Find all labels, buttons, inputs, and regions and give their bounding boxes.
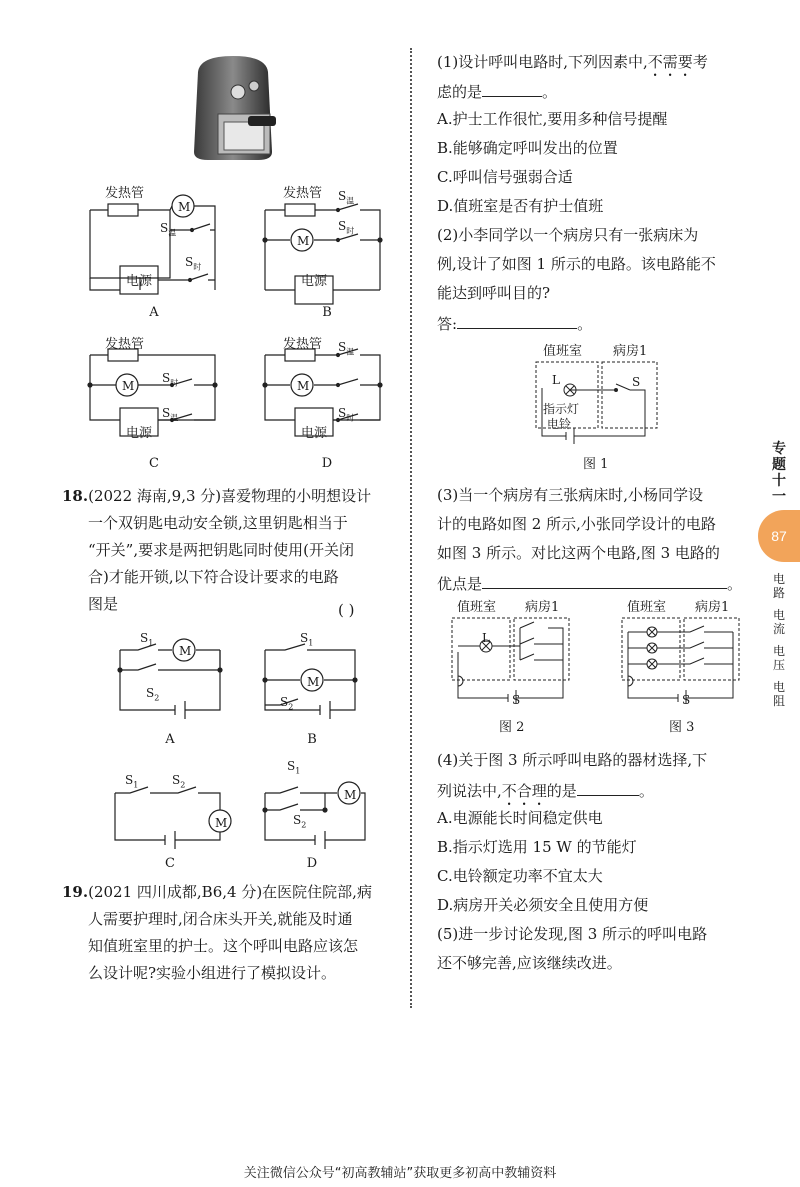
figure-2-ward: 病房1	[525, 600, 560, 615]
motor-label: M	[178, 200, 191, 214]
motor-label: M	[297, 379, 310, 393]
lock-option-a	[118, 639, 222, 719]
switch-label: $S_温$	[162, 406, 179, 423]
q19-part2-answer: 答: 。	[437, 312, 592, 334]
q19-part1-line2: 虑的是 。	[437, 80, 557, 102]
motor-label: M	[344, 788, 357, 802]
figure-2-lamp: L	[482, 631, 490, 645]
figure-1-caption: 图 1	[583, 457, 609, 472]
q19-line-3: 知值班室里的护士。这个呼叫电路应该怎	[88, 937, 359, 955]
topic-voltage: 电压	[772, 644, 785, 672]
q19-part4-option-b: B.指示灯选用 15 W 的节能灯	[437, 838, 637, 856]
q18-line-3: “开关”,要求是两把钥匙同时使用(开关闭	[88, 541, 354, 559]
figure-2-switch: S	[512, 693, 521, 707]
label-heating-tube-d: 发热管	[283, 337, 323, 352]
figure-1-duty-room: 值班室	[543, 344, 583, 359]
switch-label: $S_温$	[160, 221, 177, 238]
q19-line-1	[62, 882, 372, 902]
power-label: 电源	[301, 426, 328, 441]
q19-part2-line2: 例,设计了如图 1 所示的电路。该电路能不	[437, 255, 716, 273]
q19-part4-line1: (4)关于图 3 所示呼叫电路的器材选择,下	[437, 751, 708, 769]
q18-line-4: 合)才能开锁,以下符合设计要求的电路	[88, 568, 339, 586]
circuit-option-d	[263, 349, 382, 436]
q19-part4-option-c: C.电铃额定功率不宜太大	[437, 867, 603, 885]
topic-circuit: 电路	[772, 572, 785, 600]
motor-label: M	[215, 816, 228, 830]
emphasis-not-needed: 不需要	[647, 53, 693, 71]
topic-resistance: 电阻	[772, 680, 785, 708]
switch-label: $S_时$	[338, 406, 355, 423]
option-letter-c: C	[149, 456, 159, 471]
switch-label: $S_时$	[338, 219, 355, 236]
option-letter-a: A	[149, 305, 159, 320]
q19-source: (2021 四川成都,B6,4 分)	[88, 883, 263, 901]
figure-1-switch: S	[632, 375, 641, 389]
q19-part3-line1: (3)当一个病房有三张病床时,小杨同学设	[437, 486, 704, 504]
q19-part3-line4: 优点是 。	[437, 572, 742, 594]
q18-source: (2022 海南,9,3 分)	[88, 487, 222, 505]
option-letter-d: D	[321, 456, 333, 471]
topic-title: 专题十一	[772, 440, 786, 504]
figure-2-duty-room: 值班室	[457, 600, 497, 615]
label-heating-tube-c: 发热管	[105, 337, 145, 352]
lock-letter-a: A	[165, 732, 175, 747]
lock-letter-d: D	[306, 856, 318, 871]
switch-label: $S_1$	[300, 631, 314, 648]
label-heating-tube-a: 发热管	[105, 186, 145, 201]
topic-current: 电流	[772, 608, 785, 636]
q19-part2-line3: 能达到呼叫目的?	[437, 284, 551, 302]
figure-3-duty-room: 值班室	[627, 600, 667, 615]
switch-label: $S_时$	[162, 371, 179, 388]
q19-line-4: 么设计呢?实验小组进行了模拟设计。	[88, 964, 337, 982]
switch-label: $S_温$	[338, 340, 355, 357]
emphasis-unreasonable: 不合理	[501, 782, 547, 800]
q19-part1-option-b: B.能够确定呼叫发出的位置	[437, 139, 618, 157]
figure-3-ward: 病房1	[695, 600, 730, 615]
switch-label: $S_温$	[338, 189, 355, 206]
figure-3-caption: 图 3	[669, 720, 695, 735]
switch-label: $S_1$	[140, 631, 154, 648]
switch-label: $S_2$	[293, 813, 307, 830]
q18-line-1	[62, 486, 371, 506]
q19-part1-option-d: D.值班室是否有护士值班	[437, 197, 604, 215]
q19-part3-line2: 计的电路如图 2 所示,小张同学设计的电路	[437, 515, 716, 533]
q19-part1-line1: (1)设计呼叫电路时,下列因素中,不需要考	[437, 53, 708, 71]
lock-letter-c: C	[165, 856, 175, 871]
switch-label: $S_1$	[287, 759, 301, 776]
figure-1-ward: 病房1	[613, 344, 648, 359]
switch-label: $S_2$	[280, 695, 294, 712]
q19-part5-line1: (5)进一步讨论发现,图 3 所示的呼叫电路	[437, 925, 708, 943]
q19-part1-option-a: A.护士工作很忙,要用多种信号提醒	[437, 110, 668, 128]
label-heating-tube-b: 发热管	[283, 186, 323, 201]
answer-blank-1[interactable]	[482, 80, 542, 97]
q19-part4-option-a: A.电源能长时间稳定供电	[437, 809, 603, 827]
q18-number: 18.	[62, 487, 89, 505]
q19-part4-option-d: D.病房开关必须安全且使用方便	[437, 896, 649, 914]
switch-label: $S_2$	[146, 686, 160, 703]
power-label: 电源	[126, 274, 153, 289]
q18-text-1: 喜爱物理的小明想设计	[221, 487, 372, 505]
air-fryer-image	[188, 52, 278, 164]
motor-label: M	[179, 644, 192, 658]
page-number: 87	[758, 510, 800, 562]
q19-part2-line1: (2)小李同学以一个病房只有一张病床为	[437, 226, 699, 244]
q19-line-2: 人需要护理时,闭合床头开关,就能及时通	[88, 910, 353, 928]
power-label: 电源	[126, 426, 153, 441]
switch-label: $S_1$	[125, 773, 139, 790]
q19-part3-line3: 如图 3 所示。对比这两个电路,图 3 电路的	[437, 544, 720, 562]
q18-answer-paren[interactable]: ( )	[338, 601, 355, 619]
lock-circuits	[100, 625, 400, 875]
q19-part1-option-c: C.呼叫信号强弱合适	[437, 168, 573, 186]
q18-line-5: 图是	[88, 595, 119, 613]
figure-2-caption: 图 2	[499, 720, 525, 735]
answer-blank-3[interactable]	[482, 572, 727, 589]
q19-text-1: 在医院住院部,病	[262, 883, 372, 901]
motor-label: M	[307, 675, 320, 689]
q18-line-2: 一个双钥匙电动安全锁,这里钥匙相当于	[88, 514, 348, 532]
q19-number: 19.	[62, 883, 89, 901]
motor-label: M	[122, 379, 135, 393]
circuit-option-c	[88, 349, 217, 436]
lock-option-c	[115, 787, 231, 849]
answer-blank-4[interactable]	[577, 779, 639, 796]
power-label: 电源	[301, 274, 328, 289]
column-divider	[410, 48, 412, 1008]
circuit-option-a	[90, 195, 215, 294]
figure-1-lamp-label: L	[552, 373, 560, 387]
figure-3-switch: S	[682, 693, 691, 707]
switch-label: $S_2$	[172, 773, 186, 790]
switch-label: $S_时$	[185, 255, 202, 272]
answer-blank-2[interactable]	[457, 312, 577, 329]
option-letter-b: B	[322, 305, 332, 320]
figure-1-bell: 电铃	[547, 417, 572, 431]
figure-1-indicator: 指示灯	[543, 402, 580, 416]
q19-part5-line2: 还不够完善,应该继续改进。	[437, 954, 622, 972]
footer-notice: 关注微信公众号“初高教辅站”获取更多初高中教辅资料	[243, 1166, 557, 1181]
lock-letter-b: B	[307, 732, 317, 747]
motor-label: M	[297, 234, 310, 248]
q19-part4-line2: 列说法中,不合理的是 。	[437, 779, 654, 809]
